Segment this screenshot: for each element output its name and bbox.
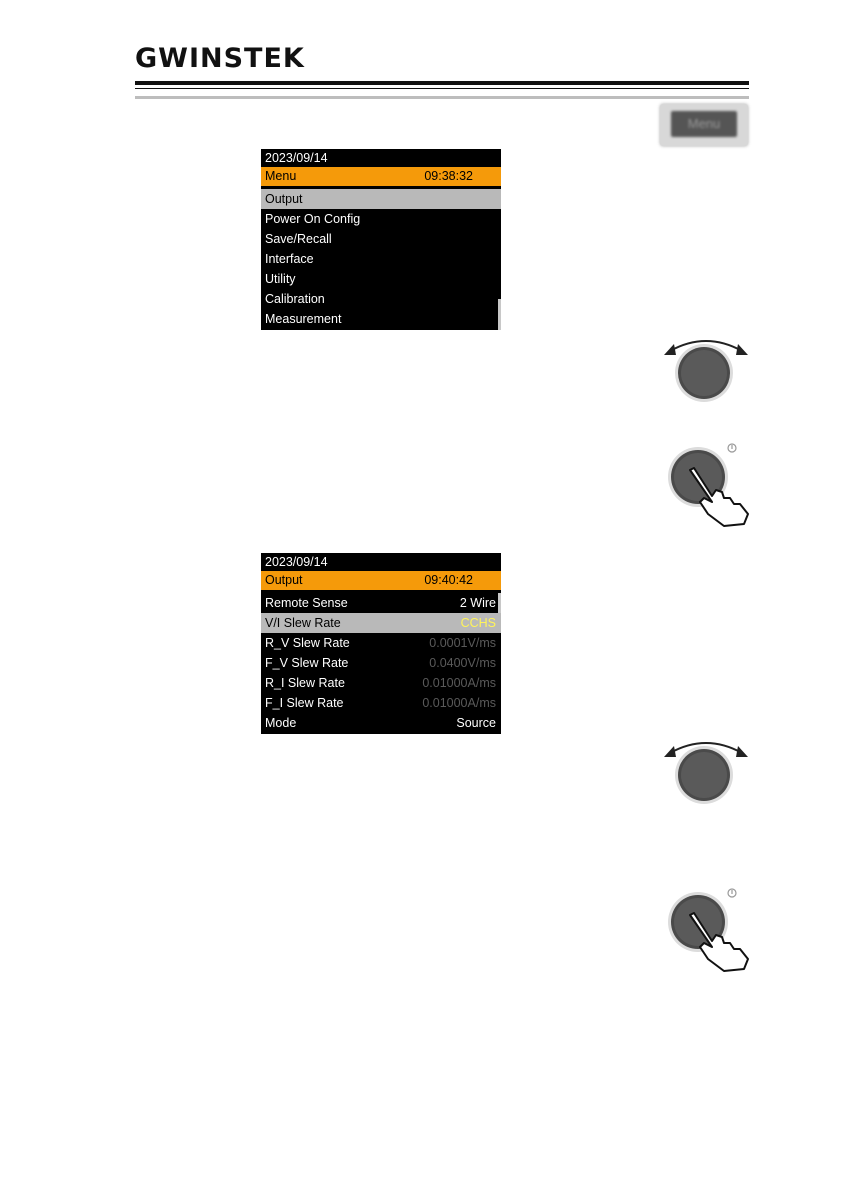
menu-item-label: Calibration xyxy=(265,292,325,306)
menu-item-label: Interface xyxy=(265,252,314,266)
setting-vi-slew-rate[interactable] xyxy=(261,613,501,633)
menu-item-label: Measurement xyxy=(265,312,342,326)
menu-item-label: Output xyxy=(265,192,303,206)
press-knob-icon[interactable] xyxy=(660,885,756,975)
setting-rv-slew-rate[interactable] xyxy=(261,633,501,653)
date-row xyxy=(261,149,501,167)
setting-label: R_V Slew Rate xyxy=(265,636,350,650)
output-header xyxy=(261,571,501,590)
header-rule-thin xyxy=(135,88,749,89)
setting-value: 0.01000A/ms xyxy=(422,696,496,710)
menu-item-measurement[interactable] xyxy=(261,309,501,329)
screen-time: 09:40:42 xyxy=(424,573,473,587)
header-rule xyxy=(135,81,749,85)
setting-value: 0.0001V/ms xyxy=(429,636,496,650)
setting-value: 2 Wire xyxy=(459,596,496,610)
setting-ri-slew-rate[interactable] xyxy=(261,673,501,693)
setting-value: 0.0400V/ms xyxy=(429,656,496,670)
setting-label: R_I Slew Rate xyxy=(265,676,345,690)
setting-value: CCHS xyxy=(460,616,496,630)
lcd-screen-output xyxy=(261,553,501,734)
header-rule-gray xyxy=(135,96,749,99)
menu-item-power-on-config[interactable] xyxy=(261,209,501,229)
setting-mode[interactable] xyxy=(261,713,501,733)
setting-label: V/I Slew Rate xyxy=(265,616,341,630)
setting-value: Source xyxy=(456,716,496,730)
screen-title: Menu xyxy=(265,169,297,183)
setting-fi-slew-rate[interactable] xyxy=(261,693,501,713)
setting-label: Remote Sense xyxy=(265,596,348,610)
scroll-knob-icon[interactable] xyxy=(660,735,752,807)
menu-item-save-recall[interactable] xyxy=(261,229,501,249)
menu-item-label: Power On Config xyxy=(265,212,361,226)
menu-item-utility[interactable] xyxy=(261,269,501,289)
date-row xyxy=(261,553,501,571)
lcd-screen-menu xyxy=(261,149,501,330)
screen-title: Output xyxy=(265,573,303,587)
menu-item-calibration[interactable] xyxy=(261,289,501,309)
menu-key-button[interactable] xyxy=(660,104,748,146)
menu-header xyxy=(261,167,501,186)
setting-value: 0.01000A/ms xyxy=(422,676,496,690)
scrollbar[interactable] xyxy=(498,299,501,330)
setting-label: F_V Slew Rate xyxy=(265,656,349,670)
setting-fv-slew-rate[interactable] xyxy=(261,653,501,673)
setting-label: F_I Slew Rate xyxy=(265,696,344,710)
menu-item-label: Save/Recall xyxy=(265,232,332,246)
screen-date: 2023/09/14 xyxy=(265,151,328,165)
menu-item-output[interactable] xyxy=(261,189,501,209)
brand-logo: GWINSTEK xyxy=(135,43,305,74)
screen-date: 2023/09/14 xyxy=(265,555,328,569)
menu-item-interface[interactable] xyxy=(261,249,501,269)
scrollbar[interactable] xyxy=(498,593,501,613)
menu-item-label: Utility xyxy=(265,272,296,286)
screen-time: 09:38:32 xyxy=(424,169,473,183)
scroll-knob-icon[interactable] xyxy=(660,333,752,405)
menu-key-label: Menu xyxy=(671,111,737,137)
setting-label: Mode xyxy=(265,716,297,730)
press-knob-icon[interactable] xyxy=(660,440,756,530)
setting-remote-sense[interactable] xyxy=(261,593,501,613)
